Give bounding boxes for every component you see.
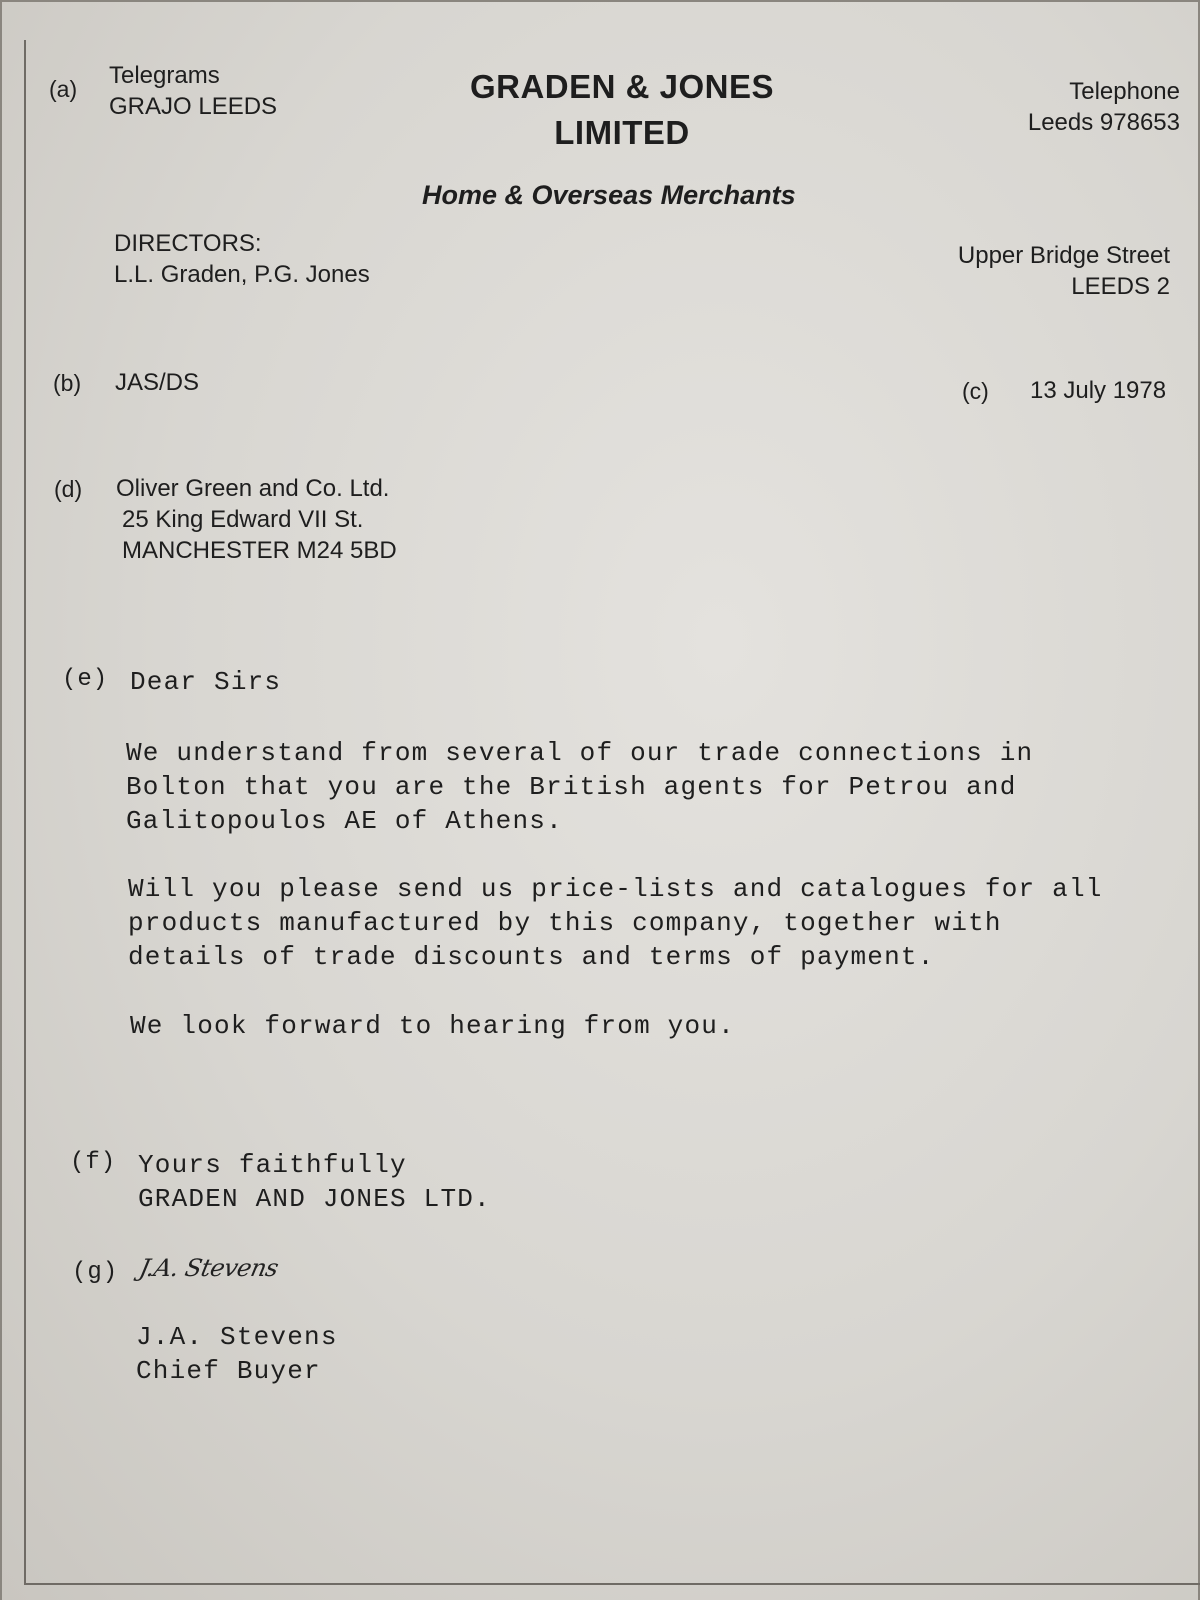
body-line: Will you please send us price-lists and catalogues for all <box>128 874 1103 904</box>
marker-c: (c) <box>962 378 989 404</box>
closing-line1: Yours faithfully <box>138 1150 407 1180</box>
recipient-line2: 25 King Edward VII St. <box>122 506 364 533</box>
telephone-value: Leeds 978653 <box>1027 109 1180 136</box>
marker-e: (e) <box>62 666 109 693</box>
letter-date: 13 July 1978 <box>1030 377 1167 404</box>
recipient-address <box>116 473 397 566</box>
marker-g: (g) <box>72 1259 119 1286</box>
sender-address-line1: Upper Bridge Street <box>957 242 1170 269</box>
body-paragraph-2 <box>128 872 1103 974</box>
body-line: details of trade discounts and terms of payment. <box>128 942 935 972</box>
telephone-label: Telephone <box>1069 78 1180 105</box>
salutation: Dear Sirs <box>130 667 282 697</box>
telegrams-value: GRAJO LEEDS <box>109 93 278 120</box>
signatory-block <box>136 1320 338 1388</box>
telegrams-label: Telegrams <box>109 62 220 89</box>
marker-d: (d) <box>54 476 83 502</box>
closing-line2: GRADEN AND JONES LTD. <box>138 1184 491 1214</box>
sender-address-line2: LEEDS 2 <box>1071 273 1170 300</box>
body-paragraph-1 <box>126 736 1033 838</box>
directors-label: DIRECTORS: <box>114 230 262 257</box>
company-name-line2: LIMITED <box>554 114 690 151</box>
directors-block <box>114 228 370 290</box>
body-line: products manufactured by this company, together with <box>128 908 1002 938</box>
directors-names: L.L. Graden, P.G. Jones <box>114 261 370 288</box>
sender-address <box>882 240 1170 302</box>
handwritten-signature: J.A. Stevens <box>137 1254 281 1282</box>
recipient-line1: Oliver Green and Co. Ltd. <box>116 475 390 502</box>
body-line: We look forward to hearing from you. <box>130 1011 735 1041</box>
marker-f: (f) <box>70 1149 117 1176</box>
marker-a: (a) <box>49 76 78 102</box>
reference-code: JAS/DS <box>115 369 200 396</box>
telephone-block <box>942 76 1180 138</box>
body-line: We understand from several of our trade connections in <box>126 738 1034 768</box>
company-tagline: Home & Overseas Merchants <box>422 180 796 210</box>
company-name <box>432 64 812 156</box>
marker-b: (b) <box>53 370 82 396</box>
recipient-line3: MANCHESTER M24 5BD <box>122 537 397 564</box>
telegrams-block <box>109 60 277 122</box>
signatory-title: Chief Buyer <box>136 1356 321 1386</box>
closing-block <box>138 1148 491 1216</box>
signatory-name: J.A. Stevens <box>136 1322 338 1352</box>
body-paragraph-3 <box>130 1009 735 1043</box>
body-line: Bolton that you are the British agents for Petrou and <box>126 772 1017 802</box>
company-name-line1: GRADEN & JONES <box>469 68 775 105</box>
body-line: Galitopoulos AE of Athens. <box>126 806 563 836</box>
